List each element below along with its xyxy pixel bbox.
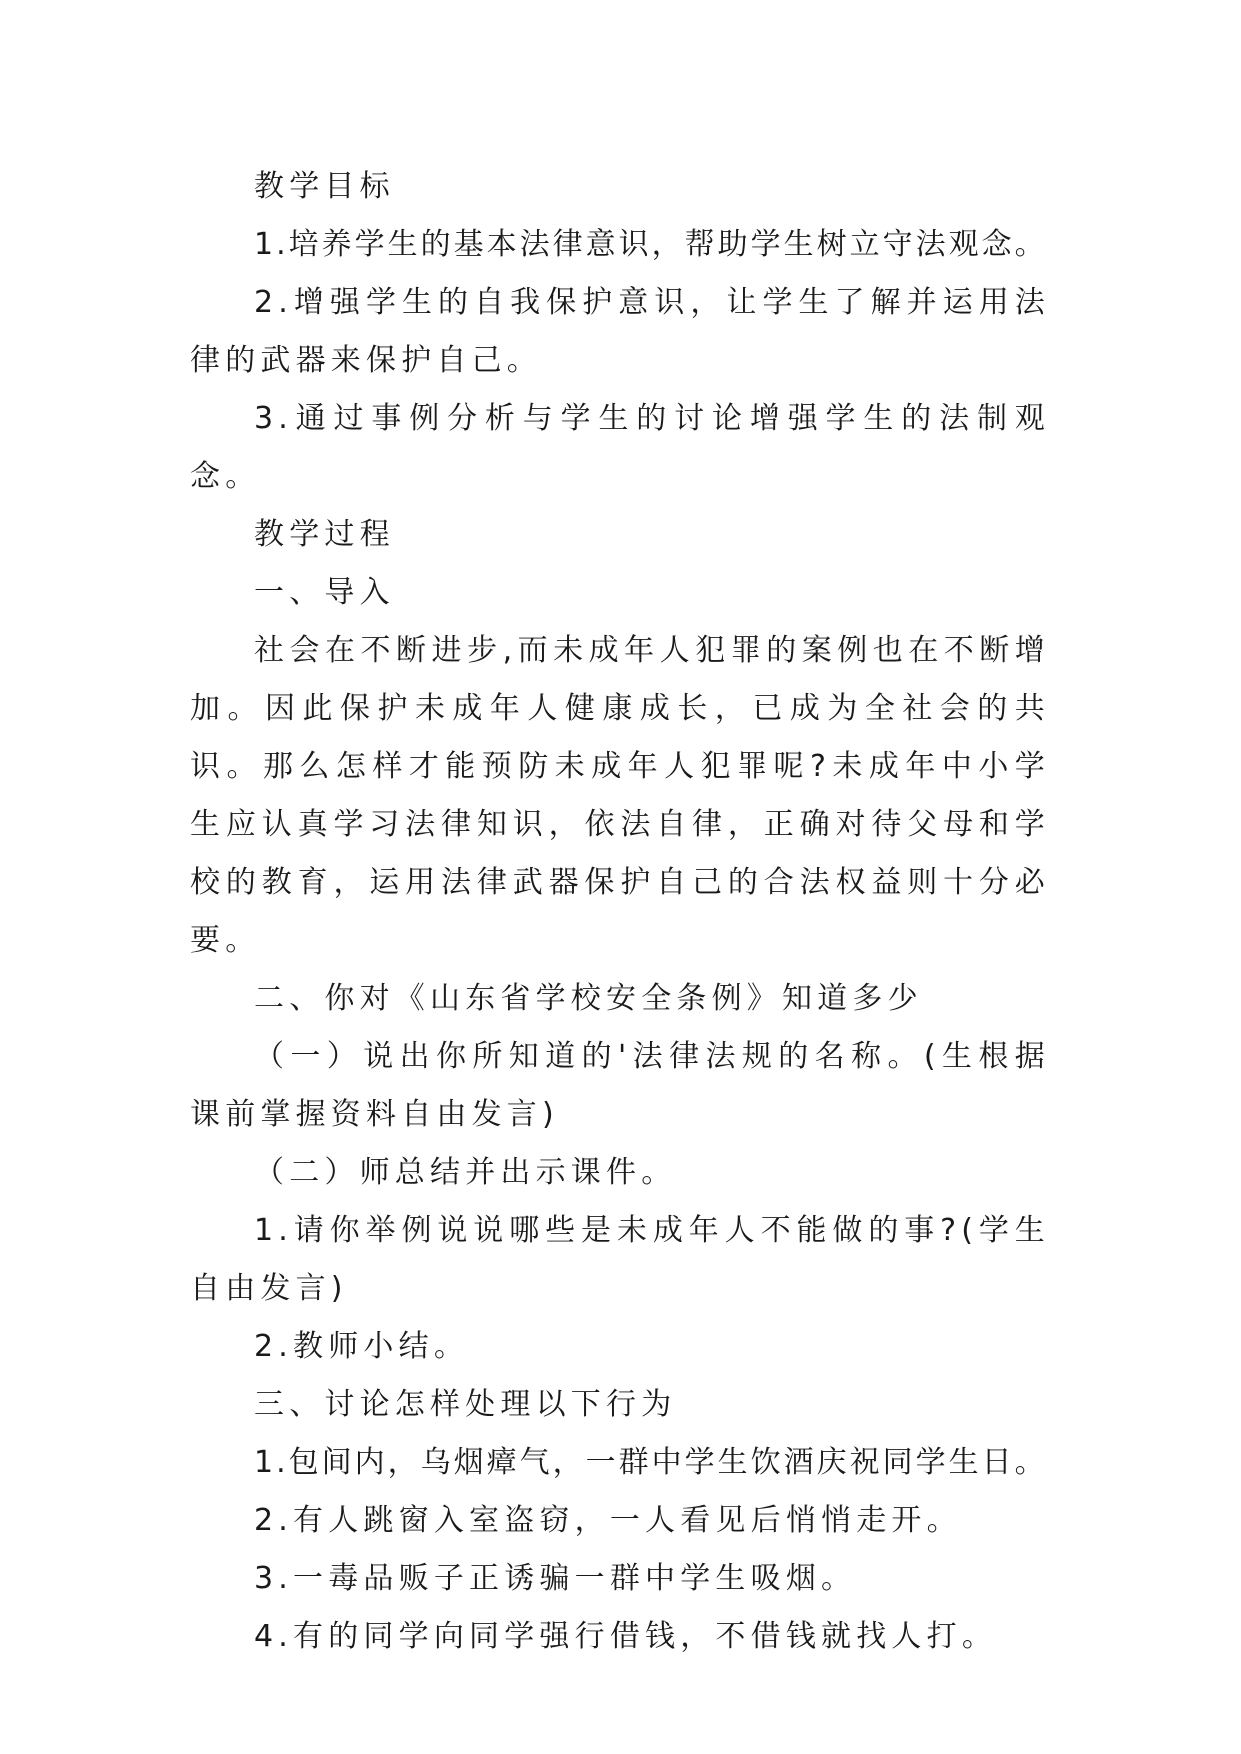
goal-item-2: 2.增强学生的自我保护意识，让学生了解并运用法律的武器来保护自己。	[190, 285, 1050, 378]
section-3-item-4: 4.有的同学向同学强行借钱，不借钱就找人打。	[254, 1619, 998, 1654]
section-2-sub-1: 1.请你举例说说哪些是未成年人不能做的事?(学生自由发言)	[190, 1213, 1050, 1306]
section-3-item-1: 1.包间内，乌烟瘴气，一群中学生饮酒庆祝同学生日。	[254, 1445, 1048, 1480]
section-1-title: 一、导入	[254, 575, 395, 610]
heading-teaching-goals: 教学目标	[254, 169, 395, 204]
section-2-item-2: （二）师总结并出示课件。	[254, 1155, 677, 1190]
section-2-title: 二、你对《山东省学校安全条例》知道多少	[254, 981, 923, 1016]
document-body	[190, 158, 1050, 1666]
goal-item-1: 1.培养学生的基本法律意识，帮助学生树立守法观念。	[254, 227, 1048, 262]
section-2-sub-2: 2.教师小结。	[254, 1329, 470, 1364]
heading-teaching-process: 教学过程	[254, 517, 395, 552]
intro-paragraph: 社会在不断进步,而未成年人犯罪的案例也在不断增加。因此保护未成年人健康成长，已成为全社会的共识。那么怎样才能预防未成年人犯罪呢?未成年中小学生应认真学习法律知识，依法自律，正确对待父母和学校的教育，运用法律武器保护自己的合法权益则十分必要。	[190, 633, 1050, 958]
goal-item-3: 3.通过事例分析与学生的讨论增强学生的法制观念。	[190, 401, 1050, 494]
section-3-item-3: 3.一毒品贩子正诱骗一群中学生吸烟。	[254, 1561, 857, 1596]
section-3-title: 三、讨论怎样处理以下行为	[254, 1387, 677, 1422]
section-2-item-1: （一）说出你所知道的'法律法规的名称。(生根据课前掌握资料自由发言)	[190, 1039, 1050, 1132]
section-3-item-2: 2.有人跳窗入室盗窃，一人看见后悄悄走开。	[254, 1503, 962, 1538]
